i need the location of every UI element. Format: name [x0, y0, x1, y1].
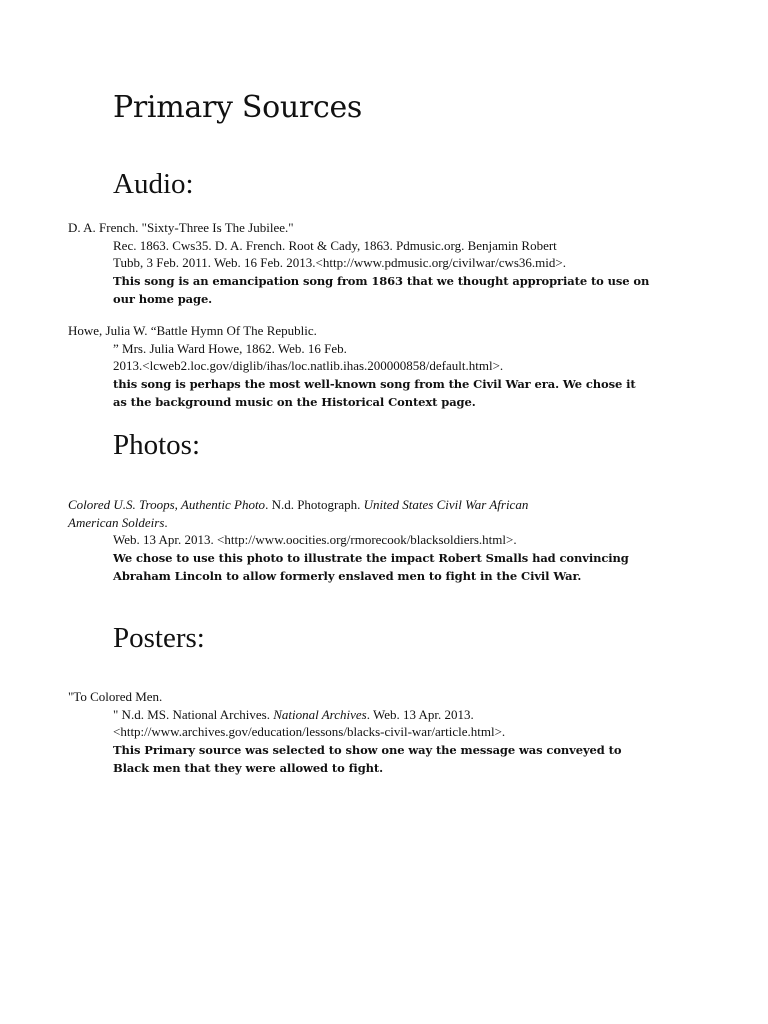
citation-line: ” Mrs. Julia Ward Howe, 1862. Web. 16 Feb.: [113, 340, 347, 356]
citation-text: .: [164, 514, 168, 530]
annotation-line: This song is an emancipation song from 1863 that we thought appropriate to use on: [113, 273, 650, 288]
citation-website-title-cont: American Soldeirs: [68, 514, 165, 530]
citation-website-title: United States Civil War African: [363, 497, 529, 512]
citation-website-title: National Archives: [273, 706, 367, 722]
citation-line: [68, 706, 668, 724]
audio-citation-2: [68, 322, 668, 411]
annotation-line: Black men that they were allowed to fight.: [113, 760, 384, 775]
citation-text: " N.d. MS. National Archives.: [113, 706, 274, 722]
citation-line: Tubb, 3 Feb. 2011. Web. 16 Feb. 2013.<http://www.pdmusic.org/civilwar/cws36.mid>.: [113, 255, 566, 270]
citation-text: . Web. 13 Apr. 2013.: [366, 706, 474, 722]
citation-line: <http://www.archives.gov/education/lessons/blacks-civil-war/article.html>.: [113, 724, 506, 739]
citation-line: D. A. French. "Sixty-Three Is The Jubilee.": [68, 220, 294, 235]
photos-heading: Photos:: [113, 429, 201, 461]
citation-line: [68, 514, 668, 532]
annotation-line: Abraham Lincoln to allow formerly enslaved men to fight in the Civil War.: [113, 568, 582, 583]
citation-line: 2013.<lcweb2.loc.gov/diglib/ihas/loc.natlib.ihas.200000858/default.html>.: [113, 358, 504, 373]
annotation-line: We chose to use this photo to illustrate the impact Robert Smalls had convincing: [113, 550, 629, 565]
annotation-line: as the background music on the Historical Context page.: [113, 394, 476, 409]
annotation-line: This Primary source was selected to show one way the message was conveyed to: [113, 742, 622, 757]
annotation-line: this song is perhaps the most well-known song from the Civil War era. We chose it: [113, 376, 636, 391]
citation-line: Howe, Julia W. “Battle Hymn Of The Republic.: [68, 323, 317, 338]
citation-line: Rec. 1863. Cws35. D. A. French. Root & Cady, 1863. Pdmusic.org. Benjamin Robert: [113, 237, 557, 253]
photo-citation-1: [68, 496, 668, 585]
citation-line: Web. 13 Apr. 2013. <http://www.oocities.org/rmorecook/blacksoldiers.html>.: [113, 532, 517, 547]
annotation-line: our home page.: [113, 291, 213, 306]
posters-heading: Posters:: [113, 622, 205, 654]
poster-citation-1: [68, 688, 668, 777]
citation-line: [68, 496, 668, 514]
audio-heading: Audio:: [113, 168, 194, 200]
citation-line: "To Colored Men.: [68, 689, 163, 704]
audio-citation-1: [68, 219, 668, 308]
citation-title: Colored U.S. Troops, Authentic Photo: [68, 497, 266, 512]
page-title: Primary Sources: [113, 90, 363, 125]
citation-text: . N.d. Photograph.: [265, 497, 364, 512]
